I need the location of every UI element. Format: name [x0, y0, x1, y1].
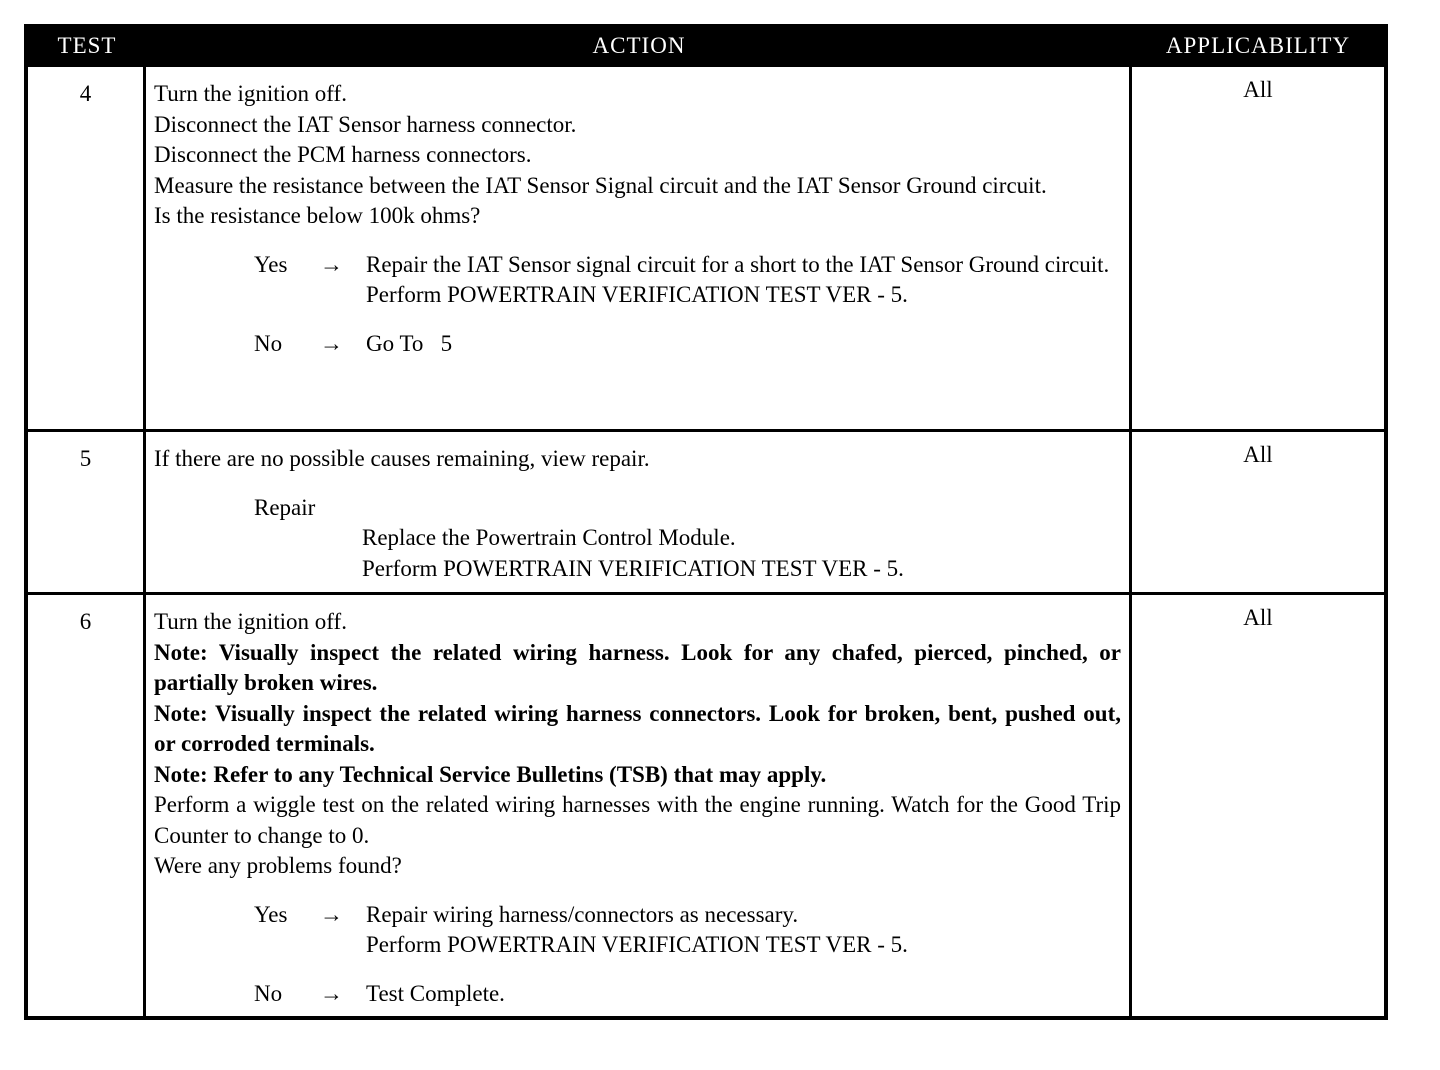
yes-label: Yes [254, 901, 288, 927]
repair-text: Replace the Powertrain Control Module. [362, 525, 736, 550]
test-number: 4 [28, 67, 146, 429]
table-row [28, 64, 1384, 429]
note-text: Note: Visually inspect the related wiring harness. Look for any chafed, pierced, pinched, or partially broken wires. [154, 639, 1121, 695]
no-option [154, 979, 1121, 1010]
step-text: Turn the ignition off. [154, 81, 347, 106]
header-applicability: APPLICABILITY [1165, 33, 1351, 58]
applicability-value: All [1243, 442, 1273, 467]
result-text: Repair wiring harness/connectors as necessary. [366, 901, 799, 927]
applicability-value: All [1243, 77, 1273, 102]
test-number: 5 [28, 432, 146, 592]
table-header [28, 28, 1384, 64]
step-text: Disconnect the IAT Sensor harness connector. [154, 111, 577, 137]
arrow-right-icon: → [320, 980, 343, 1006]
action-cell [146, 595, 1132, 1016]
step-text: If there are no possible causes remaining, view repair. [154, 446, 650, 471]
header-action: ACTION [592, 33, 686, 58]
no-label: No [254, 330, 283, 356]
step-text: Is the resistance below 100k ohms? [154, 203, 481, 228]
yes-option [154, 900, 1121, 961]
repair-label: Repair [254, 494, 316, 520]
step-text: Perform a wiggle test on the related wiring harnesses with the engine running. Watch for the Good Trip Counter to change to 0. [154, 792, 1121, 848]
step-text: Measure the resistance between the IAT Sensor Signal circuit and the IAT Sensor Ground circuit. [154, 172, 1047, 198]
arrow-right-icon: → [320, 251, 343, 277]
yes-result [366, 250, 1121, 311]
yes-option [154, 250, 1121, 311]
step-text: Were any problems found? [154, 853, 402, 878]
action-cell [146, 67, 1132, 429]
result-text: Repair the IAT Sensor signal circuit for a short to the IAT Sensor Ground circuit. [366, 251, 1110, 277]
yes-result [366, 900, 1121, 961]
table-row [28, 429, 1384, 592]
no-result: Test Complete. [366, 980, 505, 1006]
step-text: Turn the ignition off. [154, 609, 347, 634]
no-label: No [254, 980, 283, 1006]
test-number: 6 [28, 595, 146, 1016]
note-text: Note: Refer to any Technical Service Bulletins (TSB) that may apply. [154, 761, 827, 787]
table-row [28, 592, 1384, 1016]
yes-label: Yes [254, 251, 288, 277]
note-text: Note: Visually inspect the related wiring harness connectors. Look for broken, bent, pushed out, or corroded terminals. [154, 700, 1121, 756]
step-text: Disconnect the PCM harness connectors. [154, 142, 532, 167]
header-test: TEST [57, 33, 117, 58]
no-option [154, 329, 1121, 360]
arrow-right-icon: → [320, 330, 343, 356]
repair-instructions [362, 523, 1121, 584]
arrow-right-icon: → [320, 901, 343, 927]
action-cell [146, 432, 1132, 592]
no-result: Go To 5 [366, 330, 453, 356]
applicability-value: All [1243, 605, 1273, 630]
diagnostic-table [24, 24, 1388, 1020]
repair-text: Perform POWERTRAIN VERIFICATION TEST VER - 5. [362, 555, 904, 581]
result-text: Perform POWERTRAIN VERIFICATION TEST VER - 5. [366, 932, 908, 957]
result-text: Perform POWERTRAIN VERIFICATION TEST VER - 5. [366, 282, 908, 307]
